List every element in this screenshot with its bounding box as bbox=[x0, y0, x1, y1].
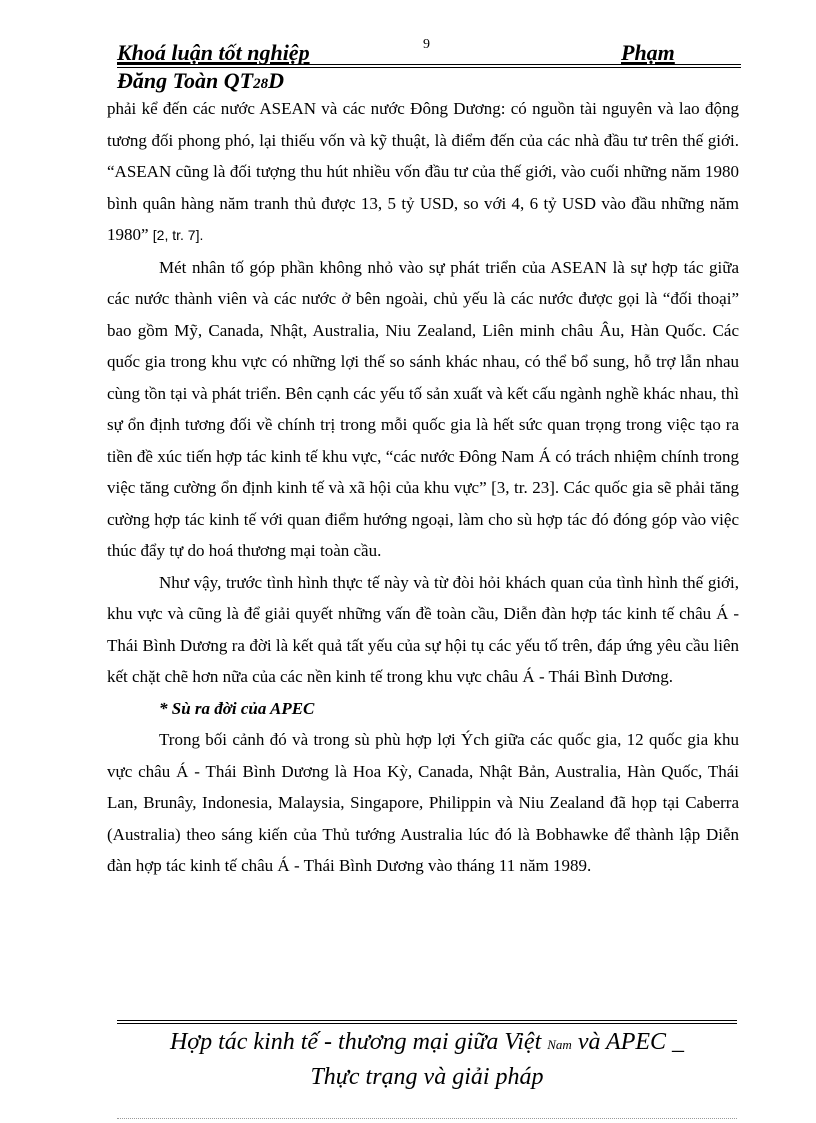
header-author-first: Phạm bbox=[621, 40, 675, 65]
page-footer bbox=[117, 1026, 737, 1093]
page-header bbox=[117, 37, 741, 66]
bottom-dotted-rule bbox=[117, 1118, 737, 1119]
document-body bbox=[107, 93, 739, 882]
header-rule-top bbox=[117, 64, 741, 65]
header-author-name: Đăng Toàn QT bbox=[117, 68, 254, 93]
paragraph-2: Mét nhân tố góp phần không nhỏ vào sự phát triển của ASEAN là sự hợp tác giữa các nước thành viên và các nước ở bên ngoài, chủ yếu là các nước được gọi là “đối thoại” bao gồm Mỹ, Canada, Nhật, Australia, Niu Zealand, Liên minh châu Âu, Hàn Quốc. Các quốc gia trong khu vực có những lợi thế so sánh khác nhau, có thể bổ sung, hỗ trợ lẫn nhau cùng tồn tại và phát triển. Bên cạnh các yếu tố sản xuất và kết cấu ngành nghề khác nhau, thì sự ổn định tương đối về chính trị trong mỗi quốc gia là hết sức quan trọng trong việc tạo ra tiền đề xúc tiến hợp tác kinh tế khu vực, “các nước Đông Nam Á có trách nhiệm chính trong việc tăng cường ổn định kinh tế và xã hội của khu vực” [3, tr. 23]. Các quốc gia sẽ phải tăng cường hợp tác kinh tế với quan điểm hướng ngoại, làm cho sù hợp tác đó đóng góp vào việc thúc đẩy tự do hoá thương mại toàn cầu. bbox=[107, 257, 739, 560]
footer-title-small: Nam bbox=[547, 1037, 572, 1052]
header-author-class-number: 28 bbox=[253, 76, 269, 92]
footer-line-1 bbox=[117, 1026, 737, 1061]
page-number: 9 bbox=[423, 37, 430, 52]
paragraph-1-text: phải kể đến các nước ASEAN và các nước Đông Dương: có nguồn tài nguyên và lao động tương đối phong phó, lại thiếu vốn và kỹ thuật, là điểm đến của các nhà đầu tư trên thế giới. “ASEAN cũng là đối tượng thu hút nhiều vốn đầu tư của thế giới, vào cuối những năm 1980 bình quân hàng năm tranh thủ được 13, 5 tỷ USD, so với 4, 6 tỷ USD vào đầu những năm 1980” bbox=[107, 99, 739, 244]
footer-title-part2: và APEC _ bbox=[577, 1029, 685, 1055]
footer-title-part1: Hợp tác kinh tế - thương mại giữa Việt bbox=[169, 1029, 542, 1055]
paragraph-1-citation: [2, tr. 7]. bbox=[152, 227, 204, 243]
paragraph-1 bbox=[107, 93, 739, 252]
header-thesis-title: Khoá luận tốt nghiệp bbox=[117, 40, 310, 65]
paragraph-4: Trong bối cảnh đó và trong sù phù hợp lợi Ých giữa các quốc gia, 12 quốc gia khu vực châu Á - Thái Bình Dương là Hoa Kỳ, Canada, Nhật Bản, Australia, Hàn Quốc, Thái Lan, Brunây, Indonesia, Malaysia, Singapore, Philippin và Niu Zealand đã họp tại Caberra (Australia) theo sáng kiến của Thủ tướng Australia lúc đó là Bobhawke để thành lập Diễn đàn hợp tác kinh tế châu Á - Thái Bình Dương vào tháng 11 năm 1989. bbox=[107, 730, 739, 875]
paragraph-3: Như vậy, trước tình hình thực tế này và từ đòi hỏi khách quan của tình hình thế giới, khu vực và cũng là để giải quyết những vấn đề toàn cầu, Diễn đàn hợp tác kinh tế châu Á - Thái Bình Dương ra đời là kết quả tất yếu của sự hội tụ các yếu tố trên, đáp ứng yêu cầu liên kết chặt chẽ hơn nữa của các nền kinh tế trong khu vực châu Á - Thái Bình Dương. bbox=[107, 572, 739, 686]
footer-line-2: Thực trạng và giải pháp bbox=[310, 1064, 544, 1090]
footer-rule-bottom bbox=[117, 1023, 737, 1024]
header-author-class-suffix: D bbox=[268, 68, 284, 93]
section-heading: * Sù ra đời của APEC bbox=[159, 698, 315, 718]
footer-rule-top bbox=[117, 1020, 737, 1021]
